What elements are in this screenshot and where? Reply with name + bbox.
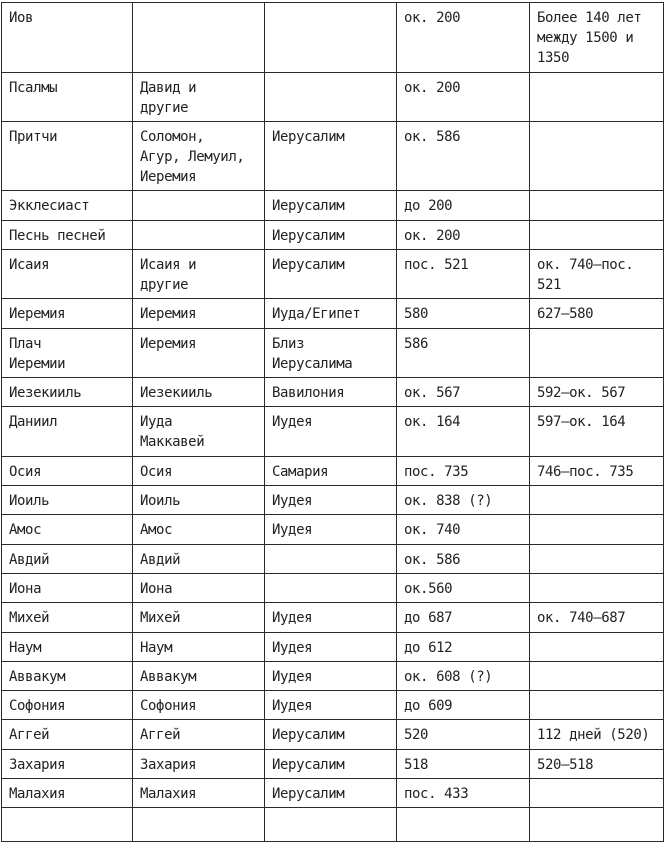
table-cell-book: Михей	[2, 603, 133, 633]
table-cell-date: пос. 735	[397, 457, 530, 486]
table-cell-period	[530, 808, 664, 842]
table-cell-date: 520	[397, 720, 530, 750]
table-cell-place: Иудея	[265, 691, 397, 720]
table-cell-period: 597—ок. 164	[530, 407, 664, 457]
table-cell-period	[530, 633, 664, 662]
table-cell-book: Плач Иеремии	[2, 329, 133, 378]
table-cell-place: Иерусалим	[265, 191, 397, 221]
table-cell-date: ок. 586	[397, 545, 530, 574]
table-cell-date: ок. 164	[397, 407, 530, 457]
table-cell-book: Иов	[2, 3, 133, 73]
table-cell-place: Самария	[265, 457, 397, 486]
table-cell-date: ок. 200	[397, 221, 530, 250]
table-row	[2, 378, 664, 407]
table-cell-date: 580	[397, 299, 530, 329]
table-cell-date: пос. 521	[397, 250, 530, 299]
table-cell-place: Иерусалим	[265, 221, 397, 250]
table-cell-date: ок. 200	[397, 73, 530, 122]
table-cell-book: Захария	[2, 750, 133, 779]
books-table	[1, 2, 664, 842]
table-cell-book: Песнь песней	[2, 221, 133, 250]
table-cell-place: Иудея	[265, 407, 397, 457]
table-cell-date: пос. 433	[397, 779, 530, 808]
table-cell-book: Экклесиаст	[2, 191, 133, 221]
table-cell-place: Иерусалим	[265, 779, 397, 808]
table-cell-period	[530, 662, 664, 691]
table-cell-book: Иеремия	[2, 299, 133, 329]
table-cell-place: Иудея	[265, 515, 397, 545]
table-cell-book: Иезекииль	[2, 378, 133, 407]
table-row	[2, 750, 664, 779]
table-cell-place: Иудея	[265, 633, 397, 662]
table-cell-book: Авдий	[2, 545, 133, 574]
table-cell-place	[265, 3, 397, 73]
table-cell-author: Иуда Маккавей	[133, 407, 265, 457]
table-cell-date: 586	[397, 329, 530, 378]
table-cell-author: Иеремия	[133, 329, 265, 378]
table-cell-author: Соломон, Агур, Лемуил, Иеремия	[133, 122, 265, 191]
table-cell-period: 592—ок. 567	[530, 378, 664, 407]
table-row	[2, 3, 664, 73]
table-cell-period	[530, 221, 664, 250]
table-cell-author: Захария	[133, 750, 265, 779]
table-cell-book: Даниил	[2, 407, 133, 457]
table-cell-date: 518	[397, 750, 530, 779]
table-cell-period	[530, 191, 664, 221]
table-cell-place	[265, 808, 397, 842]
table-cell-author	[133, 221, 265, 250]
table-cell-period	[530, 545, 664, 574]
table-cell-date: ок. 567	[397, 378, 530, 407]
table-cell-author: Иоиль	[133, 486, 265, 515]
table-cell-period	[530, 574, 664, 603]
table-row	[2, 574, 664, 603]
table-cell-date: ок. 608 (?)	[397, 662, 530, 691]
table-cell-author: Исаия и другие	[133, 250, 265, 299]
table-cell-date: ок. 838 (?)	[397, 486, 530, 515]
table-cell-book	[2, 808, 133, 842]
table-cell-date: до 200	[397, 191, 530, 221]
table-cell-book: Аввакум	[2, 662, 133, 691]
table-cell-place: Вавилония	[265, 378, 397, 407]
table-cell-period	[530, 779, 664, 808]
table-row	[2, 457, 664, 486]
table-cell-period	[530, 122, 664, 191]
table-cell-book: Амос	[2, 515, 133, 545]
table-cell-place: Иерусалим	[265, 250, 397, 299]
table-cell-book: Притчи	[2, 122, 133, 191]
table-cell-period	[530, 486, 664, 515]
table-cell-place	[265, 574, 397, 603]
table-cell-book: Иона	[2, 574, 133, 603]
table-cell-place: Близ Иерусалима	[265, 329, 397, 378]
table-cell-place: Иудея	[265, 603, 397, 633]
table-cell-date: ок. 586	[397, 122, 530, 191]
table-cell-author: Амос	[133, 515, 265, 545]
table-cell-author: Иеремия	[133, 299, 265, 329]
table-row	[2, 808, 664, 842]
table-cell-place: Иерусалим	[265, 750, 397, 779]
table-cell-author: Наум	[133, 633, 265, 662]
table-cell-place: Иудея	[265, 662, 397, 691]
table-cell-author: Софония	[133, 691, 265, 720]
table-row	[2, 221, 664, 250]
table-row	[2, 407, 664, 457]
table-cell-author: Авдий	[133, 545, 265, 574]
table-row	[2, 122, 664, 191]
table-body	[2, 3, 664, 842]
table-cell-author: Иезекииль	[133, 378, 265, 407]
table-row	[2, 191, 664, 221]
table-row	[2, 545, 664, 574]
table-cell-book: Софония	[2, 691, 133, 720]
table-row	[2, 603, 664, 633]
table-cell-author: Давид и другие	[133, 73, 265, 122]
table-cell-book: Аггей	[2, 720, 133, 750]
table-cell-period: 520—518	[530, 750, 664, 779]
table-cell-author: Михей	[133, 603, 265, 633]
table-cell-book: Наум	[2, 633, 133, 662]
table-cell-date: до 687	[397, 603, 530, 633]
table-cell-period: Более 140 лет между 1500 и 1350	[530, 3, 664, 73]
table-cell-author: Осия	[133, 457, 265, 486]
table-cell-period: 112 дней (520)	[530, 720, 664, 750]
table-cell-date: ок. 200	[397, 3, 530, 73]
table-cell-period	[530, 515, 664, 545]
table-cell-period: ок. 740—пос. 521	[530, 250, 664, 299]
table-row	[2, 73, 664, 122]
table-cell-period	[530, 691, 664, 720]
table-row	[2, 329, 664, 378]
table-cell-place: Иерусалим	[265, 122, 397, 191]
table-cell-book: Осия	[2, 457, 133, 486]
table-cell-author: Аггей	[133, 720, 265, 750]
table-cell-period	[530, 73, 664, 122]
table-cell-place	[265, 545, 397, 574]
table-row	[2, 633, 664, 662]
table-cell-author: Малахия	[133, 779, 265, 808]
table-cell-date	[397, 808, 530, 842]
table-cell-book: Исаия	[2, 250, 133, 299]
table-row	[2, 779, 664, 808]
table-cell-period: 627—580	[530, 299, 664, 329]
table-cell-date: ок.560	[397, 574, 530, 603]
table-cell-author	[133, 3, 265, 73]
table-row	[2, 515, 664, 545]
table-cell-author: Аввакум	[133, 662, 265, 691]
table-row	[2, 691, 664, 720]
table-cell-period: ок. 740—687	[530, 603, 664, 633]
table-row	[2, 486, 664, 515]
table-cell-period: 746—пос. 735	[530, 457, 664, 486]
table-cell-author	[133, 808, 265, 842]
table-cell-place	[265, 73, 397, 122]
table-cell-place: Иудея	[265, 486, 397, 515]
table-cell-date: до 612	[397, 633, 530, 662]
table-cell-author	[133, 191, 265, 221]
table-row	[2, 662, 664, 691]
table-cell-book: Иоиль	[2, 486, 133, 515]
table-row	[2, 720, 664, 750]
table-cell-date: до 609	[397, 691, 530, 720]
table-cell-period	[530, 329, 664, 378]
table-cell-place: Иуда/Египет	[265, 299, 397, 329]
table-cell-date: ок. 740	[397, 515, 530, 545]
table-cell-book: Псалмы	[2, 73, 133, 122]
table-row	[2, 250, 664, 299]
table-cell-author: Иона	[133, 574, 265, 603]
table-row	[2, 299, 664, 329]
table-cell-place: Иерусалим	[265, 720, 397, 750]
table-cell-book: Малахия	[2, 779, 133, 808]
